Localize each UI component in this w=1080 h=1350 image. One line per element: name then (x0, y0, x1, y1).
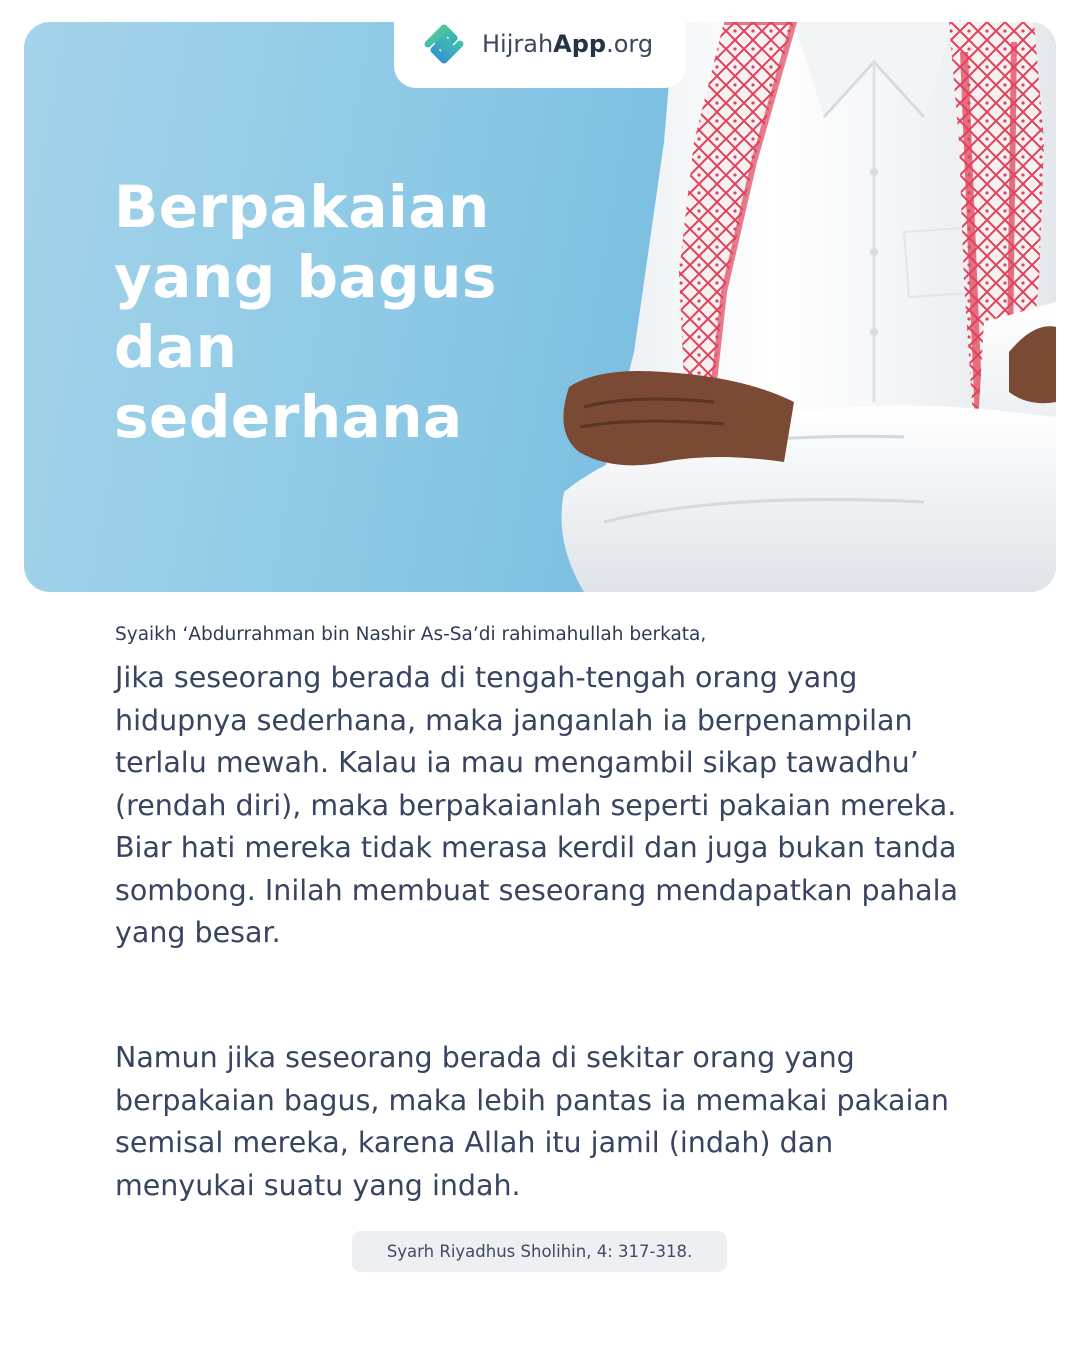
brand-name: HijrahApp.org (482, 30, 654, 58)
quote-attribution: Syaikh ‘Abdurrahman bin Nashir As-Sa’di rahimahullah berkata, (115, 624, 707, 645)
hijrahapp-logo-icon (414, 14, 474, 74)
quote-paragraph-1: Jika seseorang berada di tengah-tengah orang yang hidupnya sederhana, maka janganlah ia berpenampilan terlalu mewah. Kalau ia mau mengambil sikap tawadhu’ (rendah diri), maka berpakaianlah seperti pakaian mereka. Biar hati mereka tidak merasa kerdil dan juga bukan tanda sombong. Inilah membuat seseorang mendapatkan pahala yang besar. (115, 661, 958, 949)
hero-banner (24, 22, 1056, 592)
hero-title: Berpakaian yang bagus dan sederhana (114, 173, 497, 451)
source-reference (352, 1231, 727, 1272)
source-reference-text: Syarh Riyadhus Sholihin, 4: 317-318. (386, 1242, 693, 1261)
brand-logo[interactable] (394, 0, 686, 88)
quote-paragraph-2: Namun jika seseorang berada di sekitar orang yang berpakaian bagus, maka lebih pantas ia memakai pakaian semisal mereka, karena Allah itu jamil (indah) dan menyukai suatu yang indah. (115, 1041, 949, 1202)
